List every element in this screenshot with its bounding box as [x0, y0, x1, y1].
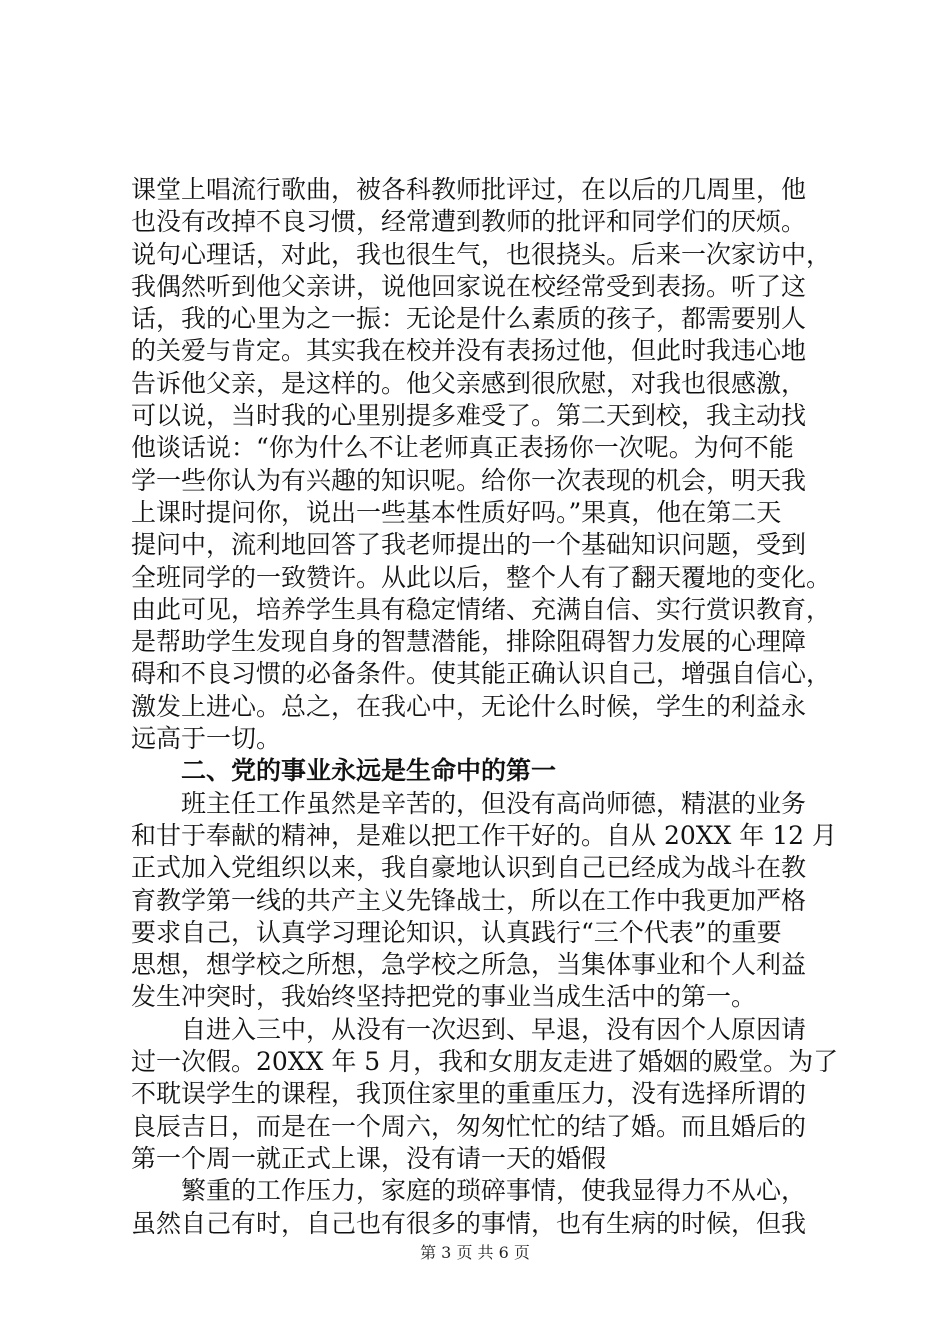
text-line: 告诉他父亲，是这样的。他父亲感到很欣慰，对我也很感激， [131, 368, 807, 398]
text-line: 他谈话说：“你为什么不让老师真正表扬你一次呢。为何不能 [131, 433, 794, 463]
body-text [131, 174, 839, 1240]
text-line: 学一些你认为有兴趣的知识呢。给你一次表现的机会，明天我 [131, 465, 807, 495]
text-line: 过一次假。20XX 年 5 月，我和女朋友走进了婚姻的殿堂。为了 [131, 1047, 839, 1077]
text-line: 虽然自己有时，自己也有很多的事情，也有生病的时候，但我 [131, 1208, 807, 1238]
text-line: 正式加入党组织以来，我自豪地认识到自己已经成为战斗在教 [131, 853, 807, 883]
text-line: 远高于一切。 [131, 724, 282, 754]
text-line: 是帮助学生发现自身的智慧潜能，排除阻碍智力发展的心理障 [131, 627, 807, 657]
text-line: 说句心理话，对此，我也很生气，也很挠头。后来一次家访中， [131, 239, 832, 269]
text-line: 我偶然听到他父亲讲，说他回家说在校经常受到表扬。听了这 [131, 271, 807, 301]
text-line: 良辰吉日，而是在一个周六，匆匆忙忙的结了婚。而且婚后的 [131, 1111, 807, 1141]
text-line: 话，我的心里为之一振：无论是什么素质的孩子，都需要别人 [131, 304, 807, 334]
text-line: 要求自己，认真学习理论知识，认真践行“三个代表”的重要 [131, 917, 782, 947]
text-line: 碍和不良习惯的必备条件。使其能正确认识自己，增强自信心， [131, 659, 832, 689]
text-line: 班主任工作虽然是辛苦的，但没有高尚师德，精湛的业务 [131, 788, 807, 818]
text-line: 思想，想学校之所想，急学校之所急，当集体事业和个人利益 [131, 950, 807, 980]
text-line: 全班同学的一致赞许。从此以后，整个人有了翻天覆地的变化。 [131, 562, 832, 592]
text-line: 激发上进心。总之，在我心中，无论什么时候，学生的利益永 [131, 691, 807, 721]
text-line: 课堂上唱流行歌曲，被各科教师批评过，在以后的几周里，他 [131, 175, 807, 204]
text-line: 第一个周一就正式上课，没有请一天的婚假 [131, 1143, 607, 1173]
text-line: 的关爱与肯定。其实我在校并没有表扬过他，但此时我违心地 [131, 336, 807, 366]
text-line: 提问中，流利地回答了我老师提出的一个基础知识问题，受到 [131, 530, 807, 560]
page-number-label: 第 3 页 共 6 页 [420, 1243, 530, 1262]
text-line: 也没有改掉不良习惯，经常遭到教师的批评和同学们的厌烦。 [131, 207, 807, 237]
text-line: 和甘于奉献的精神，是难以把工作干好的。自从 20XX 年 12 月 [131, 820, 838, 850]
text-line: 育教学第一线的共产主义先锋战士，所以在工作中我更加严格 [131, 885, 807, 915]
text-line: 不耽误学生的课程，我顶住家里的重重压力，没有选择所谓的 [131, 1079, 807, 1109]
text-line: 由此可见，培养学生具有稳定情绪、充满自信、实行赏识教育， [131, 594, 832, 624]
text-line: 上课时提问你，说出一些基本性质好吗。”果真，他在第二天 [131, 497, 782, 527]
text-line: 发生冲突时，我始终坚持把党的事业当成生活中的第一。 [131, 982, 757, 1012]
page-footer [0, 1240, 950, 1263]
section-heading: 二、党的事业永远是生命中的第一 [131, 756, 557, 786]
text-line: 自进入三中，从没有一次迟到、早退，没有因个人原因请 [131, 1014, 807, 1044]
text-line: 可以说，当时我的心里别提多难受了。第二天到校，我主动找 [131, 401, 807, 431]
text-line: 繁重的工作压力，家庭的琐碎事情，使我显得力不从心， [131, 1176, 807, 1206]
